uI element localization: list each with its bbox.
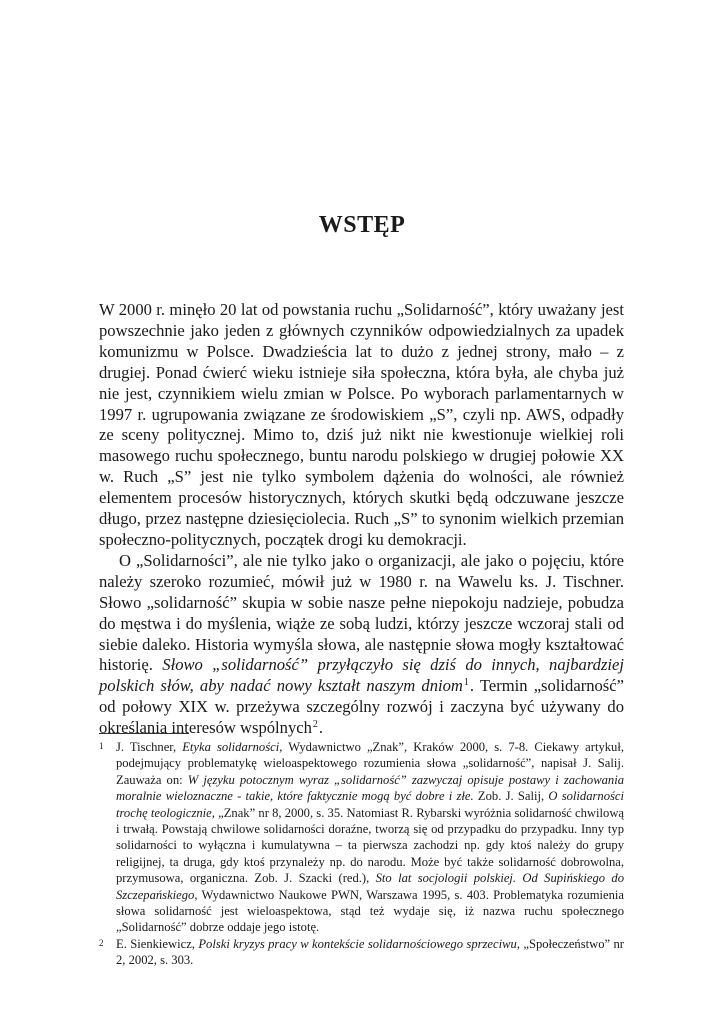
text-run: .	[318, 718, 324, 738]
footnote-number: 1	[99, 741, 104, 751]
text-run: . Termin „solidarność” od połowy XIX w. przeżywa szczególny rozwój i zaczyna być używany do określania interesów wspólnych	[99, 676, 625, 738]
text-run: W 2000 r. minęło 20 lat od powstania ruchu „Solidarność”, który uważany jest powszechnie jako jeden z głównych czynników odpowiedzialnych za upadek komunizmu w Polsce. Dwadzieścia lat to dużo z jednej strony, mało – z drugiej. Ponad ćwierć wieku istnieje siła społeczna, która była, ale chyba już nie jest, czynnikiem wielu zmian w Polsce. Po wyborach parlamentarnych w 1997 r. ugrupowania związane ze środowiskiem „S”, czyli np. AWS, odpadły ze sceny politycznej. Mimo to, dziś już nikt nie kwestionuje wielkiej roli masowego ruchu społecznego, buntu narodu polskiego w drugiej połowie XX w. Ruch „S” jest nie tylko symbolem dążenia do wolności, ale również elementem procesów historycznych, których skutki będą odczuwane jeszcze długo, przez następne dziesięciolecia. Ruch „S” to synonim wielkich przemian społeczno-politycznych, początek drogi ku demokracji.	[99, 300, 624, 549]
footnote-text	[116, 739, 624, 936]
text-run: O „Solidarności”, ale nie tylko jako o organizacji, ale jako o pojęciu, które należy szeroko rozumieć, mówił już w 1980 r. na Wawelu ks. J. Tischner. Słowo „solidarność” skupia w sobie nasze pełne niepokoju nadzieje, pobudza do męstwa i do myślenia, wiąże ze sobą ludzi, którzy jeszcze wczoraj stali od siebie daleko. Historia wymyśla słowa, ale następnie słowa mogły kształtować historię.	[99, 550, 624, 675]
footnote-reference[interactable]: 2	[312, 718, 318, 730]
text-run: , „Społeczeństwo” nr 2, 2002, s. 303.	[116, 936, 624, 968]
text-run: Zob. J. Salij,	[473, 789, 549, 804]
footnote-reference[interactable]: 1	[463, 676, 469, 688]
footnote-text	[116, 936, 624, 969]
text-run: , Wydawnictwo „Znak”, Kraków 2000, s. 7-8. Ciekawy artykuł, podejmujący problematykę wieloaspektowego rozumienia słowa „solidarność”, napisał J. Salij. Zauważa on:	[116, 740, 625, 787]
text-run: , „Znak” nr 8, 2000, s. 35. Natomiast R. Rybarski wyróżnia solidarność chwilową i trwałą. Powstają chwilowe solidarności doraźne, tworzą się od przypadku do przypadku. Inny typ solidarności to wyłączna i kumulatywna – ta pierwsza zachodzi np. gdy ktoś należy do grupy religijnej, ta druga, gdy ktoś przynależy np. do narodu. Może być także solidarność dobrowolna, przymusowa, organiczna. Zob. J. Szacki (red.),	[116, 805, 624, 886]
italic-text: O solidarności trochę teologicznie	[116, 789, 624, 820]
footnote-separator	[99, 733, 189, 734]
text-run: J. Tischner,	[116, 740, 183, 754]
text-run: , Wydawnictwo Naukowe PWN, Warszawa 1995, s. 403. Problematyka rozumienia słowa solidarność jest wieloaspektowa, stąd też wydaje się, iż nazwa ruchu społecznego „Solidarność” dobrze oddaje jego istotę.	[116, 887, 624, 935]
paragraph	[99, 551, 624, 739]
footnotes	[99, 739, 624, 969]
footnote-number: 2	[99, 937, 104, 948]
text-run: E. Sienkiewicz,	[116, 936, 199, 951]
italic-text: Słowo „solidarność” przyłączyło się dziś do innych, najbardziej polskich słów, aby nadać nowy kształt naszym dniom	[99, 655, 624, 696]
italic-text: W języku potocznym wyraz „solidarność” zazwyczaj opisuje postawy i zachowania moralnie wieloznaczne - takie, które faktycznie mogą być dobre i złe.	[116, 772, 624, 804]
paragraph	[99, 300, 624, 551]
italic-text: Polski kryzys pracy w kontekście solidarnościowego sprzeciwu	[198, 936, 517, 951]
footnote	[99, 936, 624, 969]
italic-text: Etyka solidarności	[182, 740, 280, 754]
chapter-title: WSTĘP	[318, 212, 406, 238]
body-text	[99, 300, 624, 739]
footnote	[99, 739, 624, 936]
italic-text: Sto lat socjologii polskiej. Od Supińskiego do Szczepańskiego	[116, 871, 624, 902]
